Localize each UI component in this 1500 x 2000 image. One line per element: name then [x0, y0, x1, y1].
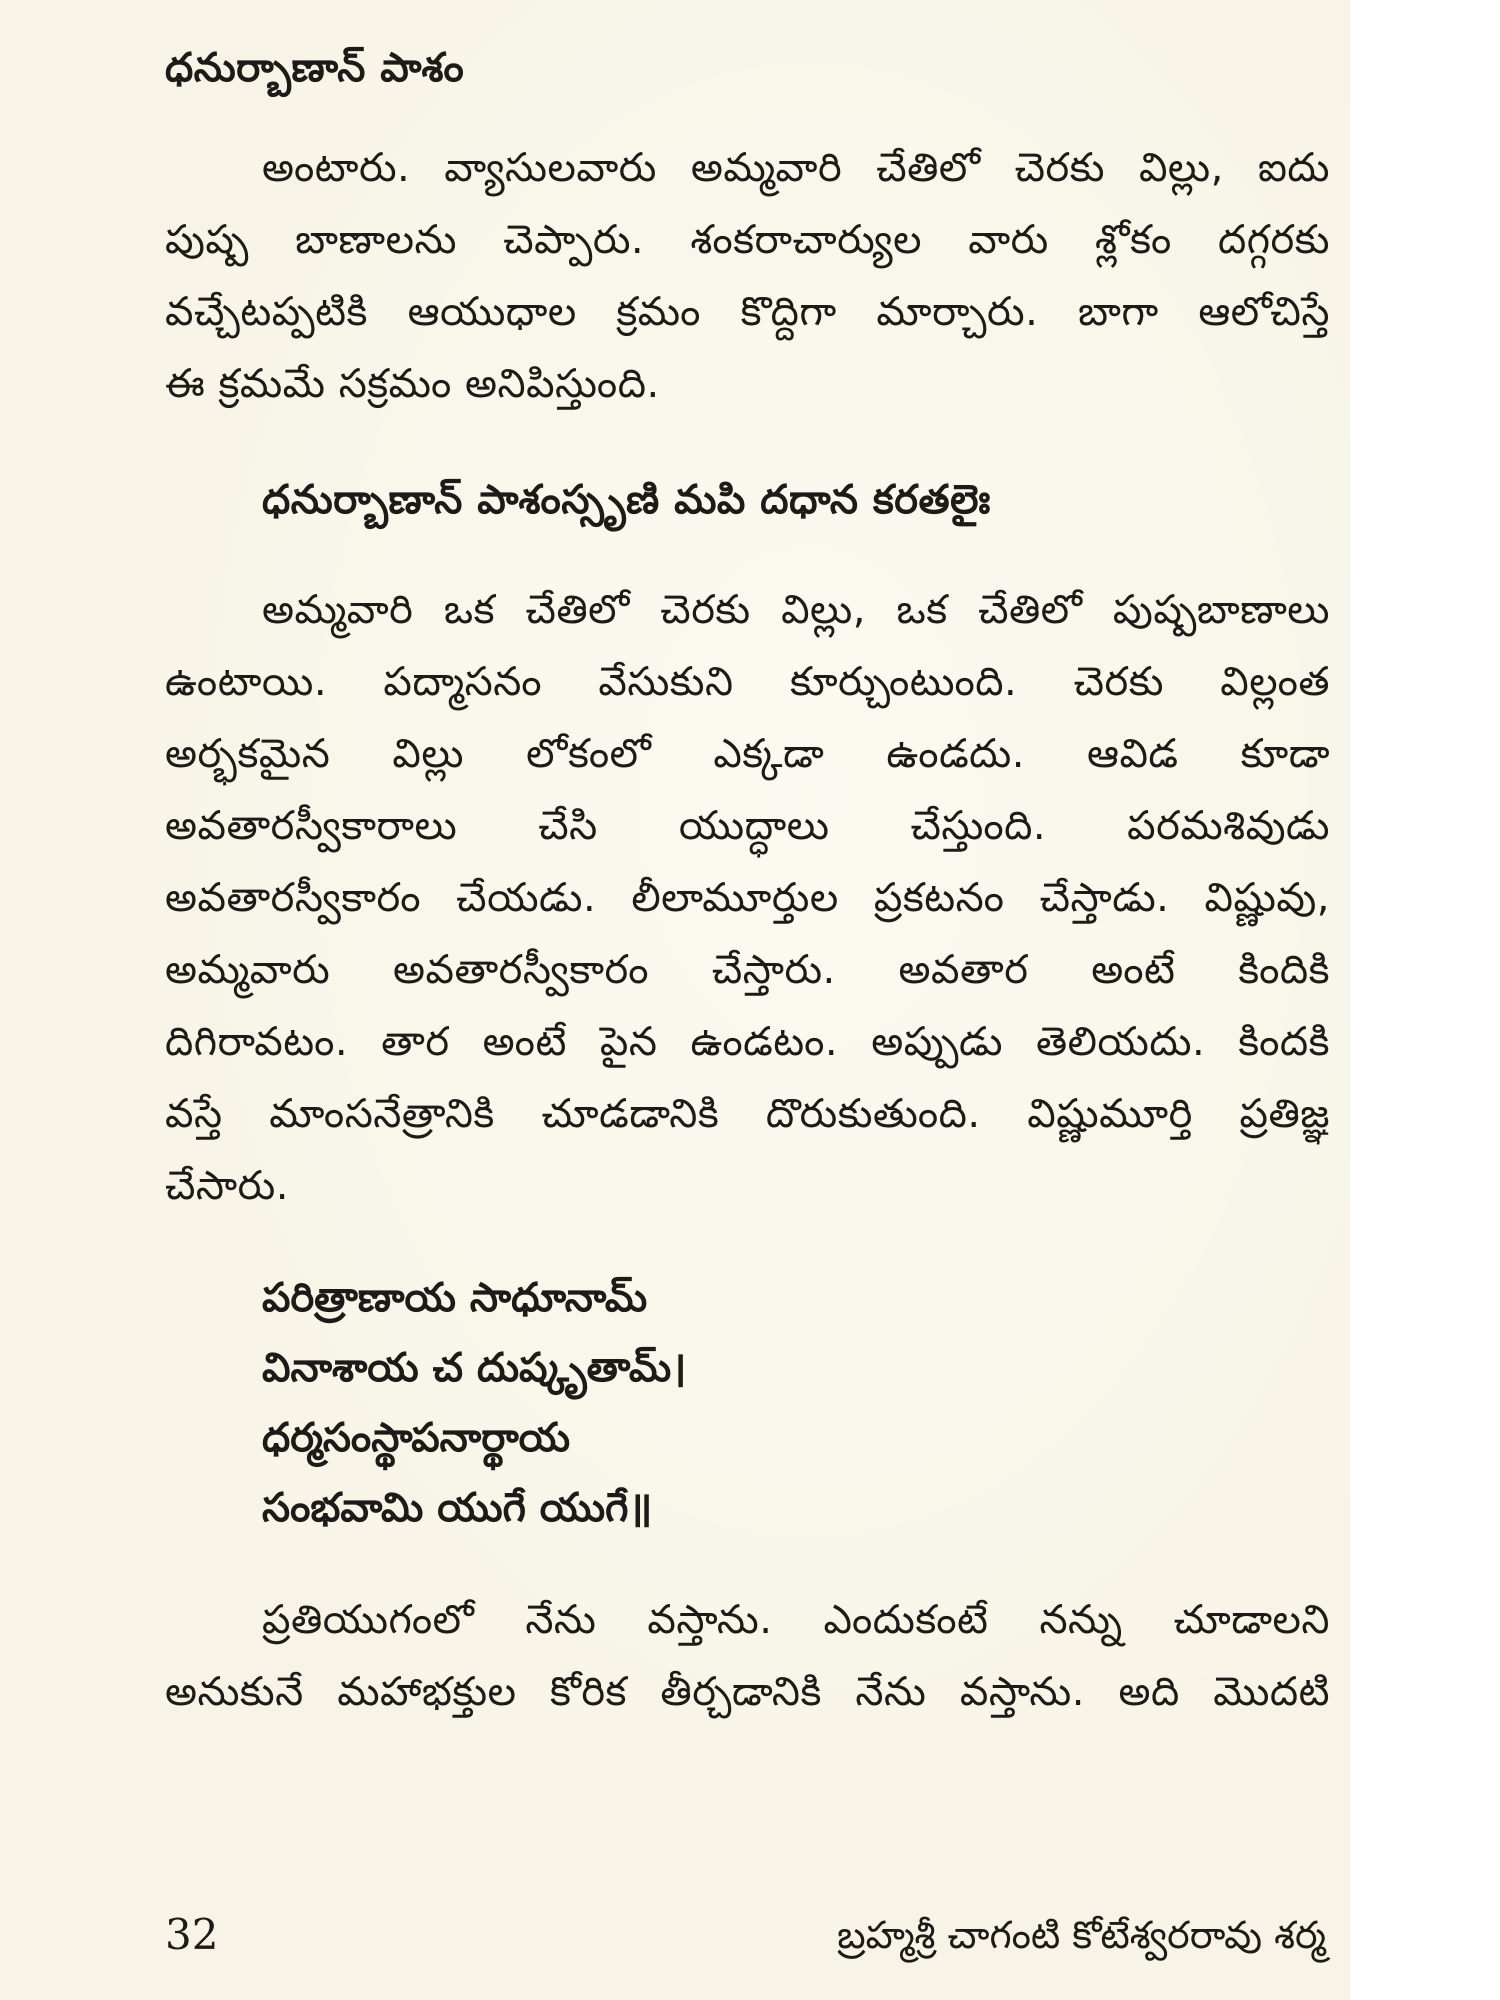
page-number: 32 — [165, 1910, 219, 1959]
paragraph-line: పుష్ప బాణాలను చెప్పారు. శంకరాచార్యుల వారు శ్లోకం దగ్గరకు — [165, 217, 1330, 263]
paragraph-line: అవతారస్వీకారం చేయడు. లీలామూర్తుల ప్రకటనం చేస్తాడు. విష్ణువు, — [165, 875, 1330, 921]
paragraph-line: వచ్చేటప్పటికి ఆయుధాల క్రమం కొద్దిగా మార్చారు. బాగా ఆలోచిస్తే — [165, 289, 1330, 335]
running-footer-title: బ్రహ్మశ్రీ చాగంటి కోటేశ్వరరావు శర్మ — [837, 1913, 1326, 1957]
paragraph-line: అంటారు. వ్యాసులవారు అమ్మవారి చేతిలో చెరకు విల్లు, ఐదు — [262, 145, 1330, 191]
paragraph-line: ప్రతియుగంలో నేను వస్తాను. ఎందుకంటే నన్ను చూడాలని — [262, 1597, 1330, 1643]
paragraph-line: అర్భకమైన విల్లు లోకంలో ఎక్కడా ఉండదు. ఆవిడ కూడా — [165, 731, 1330, 777]
verse-line: సంభవామి యుగే యుగే॥ — [262, 1485, 653, 1531]
paragraph-line: దిగిరావటం. తార అంటే పైన ఉండటం. అప్పుడు తెలియదు. కిందకి — [165, 1019, 1330, 1065]
quoted-verse-line: ధనుర్బాణాన్ పాశంస్సృణి మపి దధాన కరతలైః — [262, 477, 991, 523]
paragraph-line: ఉంటాయి. పద్మాసనం వేసుకుని కూర్చుంటుంది. చెరకు విల్లంత — [165, 659, 1330, 705]
paragraph-line: అనుకునే మహాభక్తుల కోరిక తీర్చడానికి నేను వస్తాను. అది మొదటి — [165, 1669, 1330, 1715]
section-heading: ధనుర్బాణాన్ పాశం — [165, 45, 465, 91]
verse-line: పరిత్రాణాయ సాధూనామ్ — [262, 1275, 648, 1321]
paragraph-line: వస్తే మాంసనేత్రానికి చూడడానికి దొరుకుతుంది. విష్ణుమూర్తి ప్రతిజ్ఞ — [165, 1091, 1330, 1137]
verse-line: ధర్మసంస్థాపనార్థాయ — [262, 1415, 571, 1461]
paragraph-line: అమ్మవారు అవతారస్వీకారం చేస్తారు. అవతార అంటే కిందికి — [165, 947, 1330, 993]
paragraph-line: అవతారస్వీకారాలు చేసి యుద్ధాలు చేస్తుంది. పరమశివుడు — [165, 803, 1330, 849]
paragraph-line: ఈ క్రమమే సక్రమం అనిపిస్తుంది. — [165, 361, 660, 407]
paragraph-line: అమ్మవారి ఒక చేతిలో చెరకు విల్లు, ఒక చేతిలో పుష్పబాణాలు — [262, 587, 1330, 633]
verse-line: వినాశాయ చ దుష్కృతామ్। — [262, 1345, 687, 1391]
paragraph-line: చేసారు. — [165, 1163, 289, 1209]
